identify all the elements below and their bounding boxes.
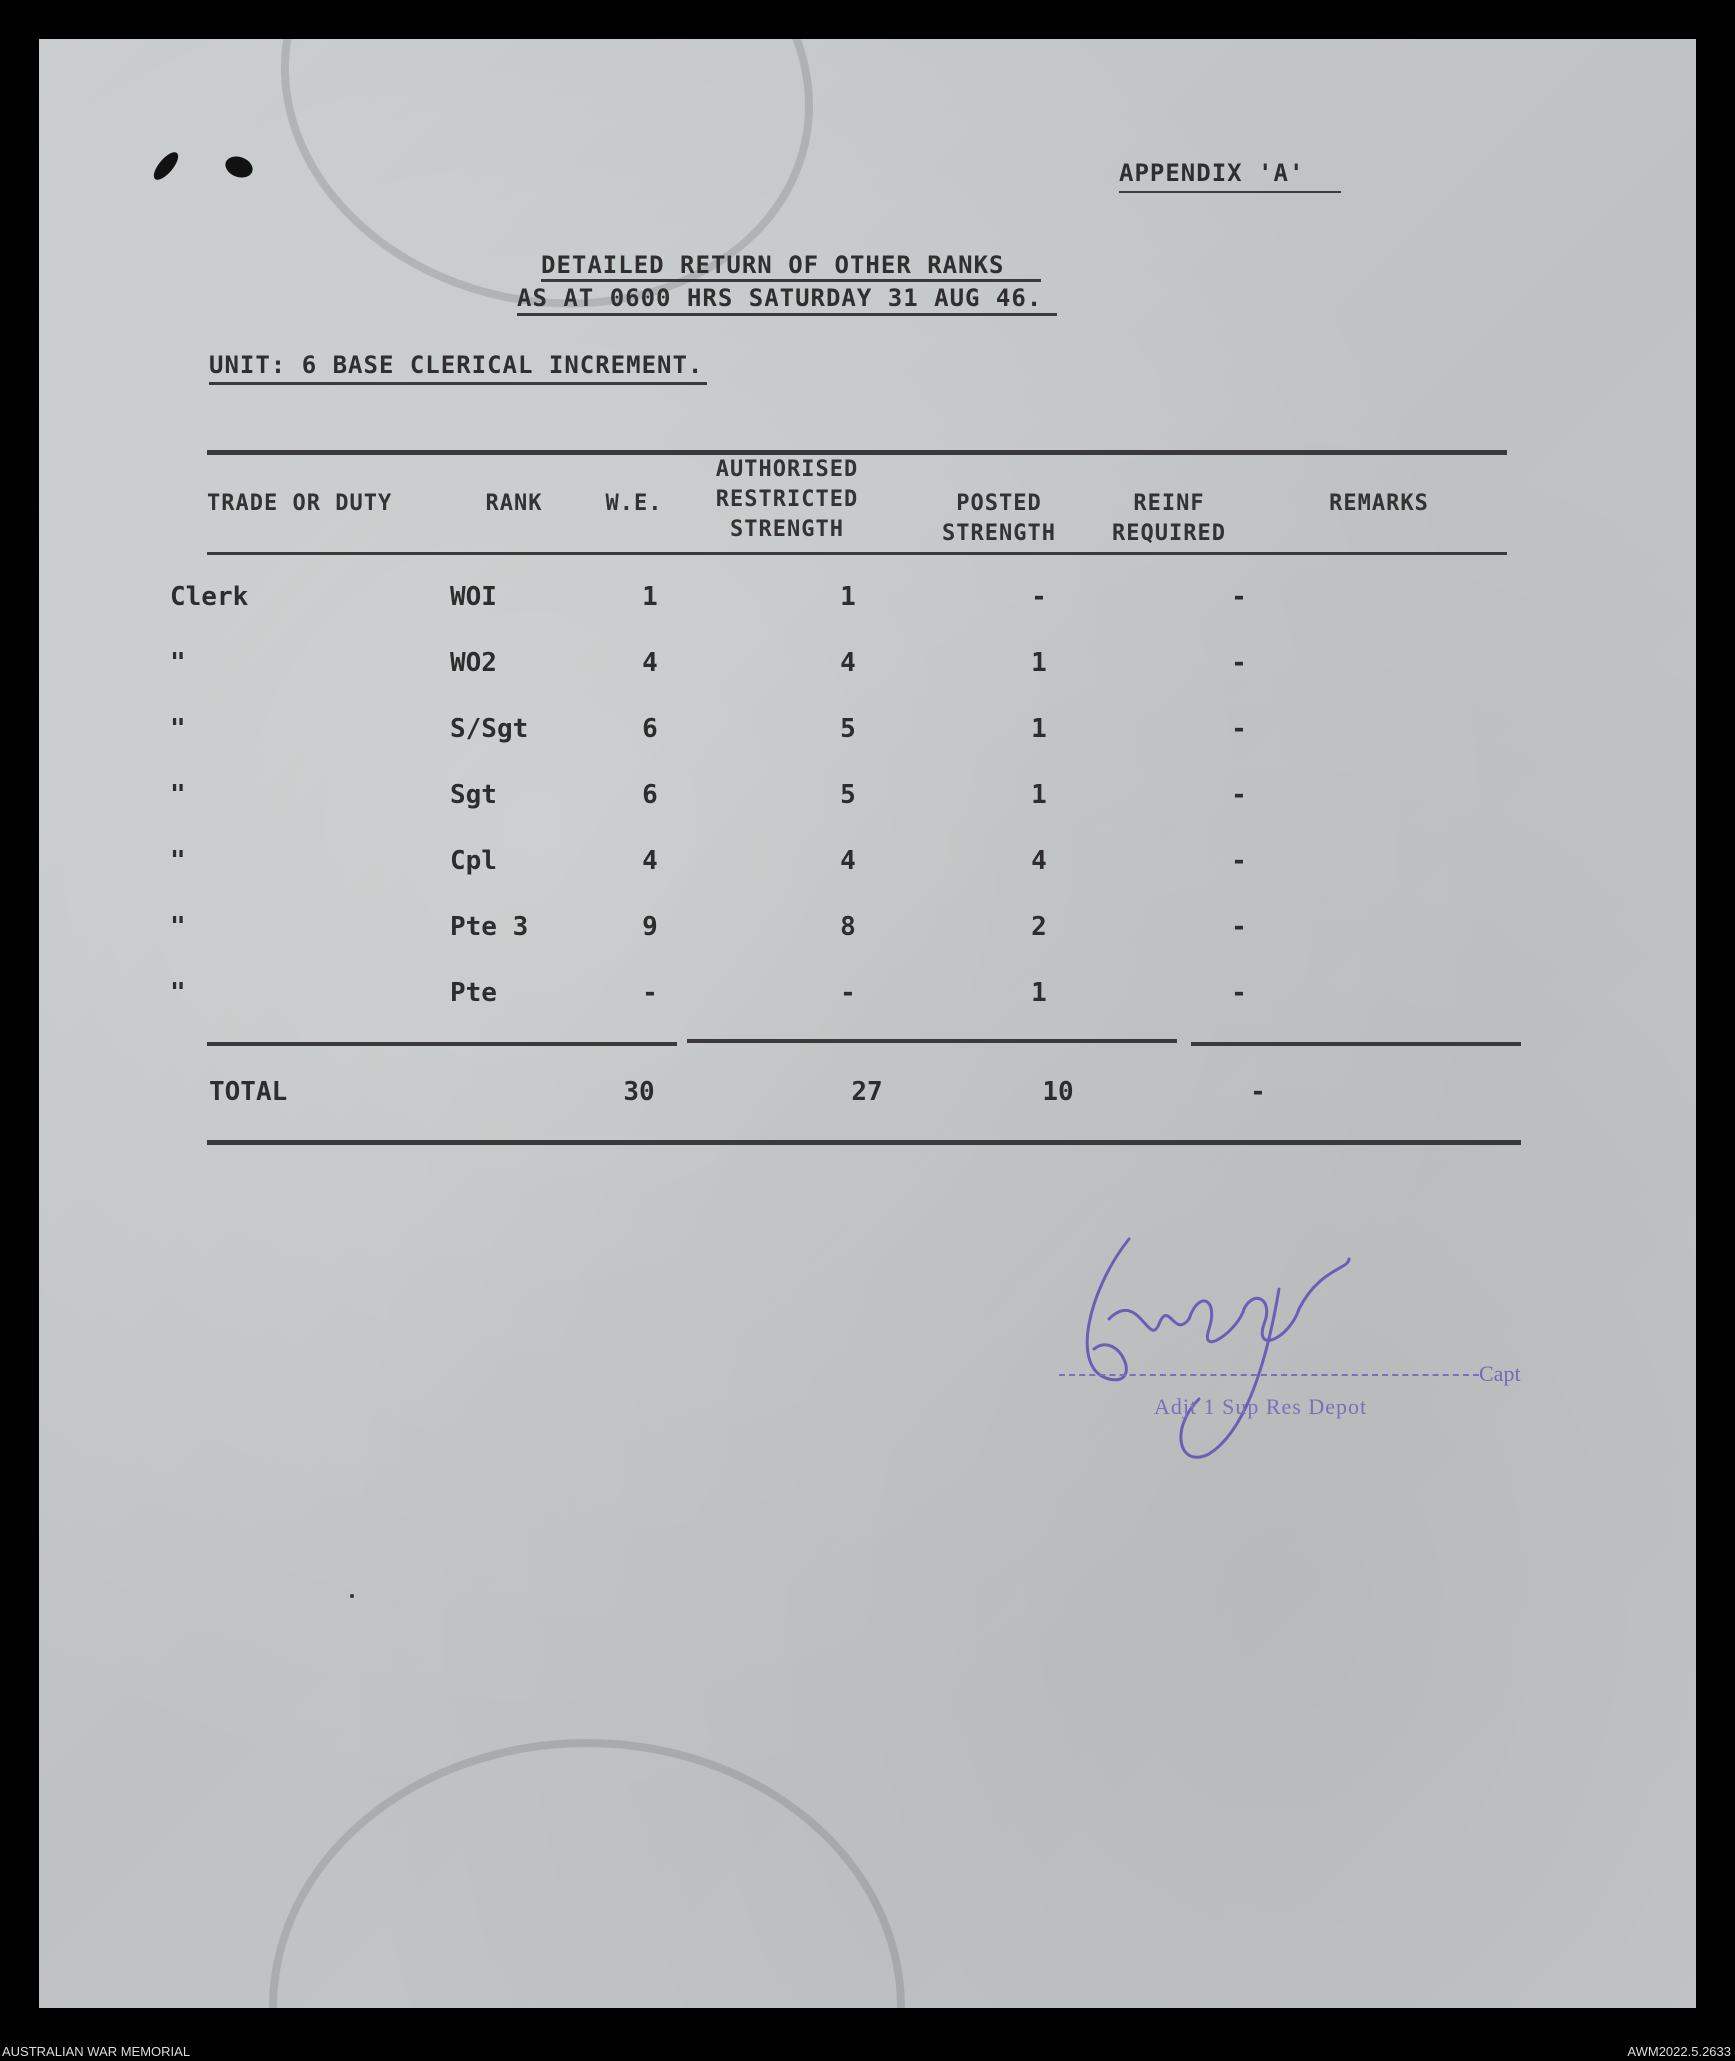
cell-rank: Pte 3 (450, 912, 529, 942)
title-underline-2 (517, 313, 1057, 316)
header-bottom-rule (207, 552, 1507, 555)
cell-reinf: - (1231, 846, 1247, 876)
punch-hole (222, 153, 255, 181)
cell-authorised: - (840, 978, 856, 1008)
table-bottom-rule (207, 1140, 1521, 1145)
total-we: 30 (623, 1077, 655, 1107)
cell-trade: " (170, 912, 186, 942)
header-authorised-1: AUTHORISED (715, 457, 859, 482)
cell-trade: " (170, 780, 186, 810)
appendix-underline (1119, 191, 1341, 193)
header-posted-2: STRENGTH (942, 521, 1056, 546)
cell-we: 1 (642, 582, 658, 612)
total-rule-left (207, 1042, 677, 1046)
cell-trade: " (170, 714, 186, 744)
cell-rank: Sgt (450, 780, 497, 810)
cell-we: 4 (642, 846, 658, 876)
total-rule-right (1191, 1042, 1521, 1046)
cell-trade: " (170, 846, 186, 876)
cell-we: 6 (642, 714, 658, 744)
cell-trade: " (170, 978, 186, 1008)
cell-authorised: 1 (840, 582, 856, 612)
header-reinf-1: REINF (1133, 491, 1205, 516)
cell-rank: WO2 (450, 648, 497, 678)
cell-rank: Pte (450, 978, 497, 1008)
signature-line (1059, 1374, 1479, 1376)
header-reinf-2: REQUIRED (1112, 521, 1226, 546)
handwritten-signature (1049, 1229, 1389, 1469)
header-trade: TRADE OR DUTY (207, 491, 393, 516)
cell-rank: WOI (450, 582, 497, 612)
cell-posted: - (1031, 582, 1047, 612)
header-posted-1: POSTED (956, 491, 1042, 516)
cell-reinf: - (1231, 582, 1247, 612)
title-line-1: DETAILED RETURN OF OTHER RANKS (541, 251, 1005, 279)
cell-authorised: 5 (840, 780, 856, 810)
total-reinf: - (1250, 1077, 1266, 1107)
cell-reinf: - (1231, 714, 1247, 744)
cell-we: - (642, 978, 658, 1008)
cell-we: 9 (642, 912, 658, 942)
cell-we: 6 (642, 780, 658, 810)
header-we: W.E. (605, 491, 663, 516)
total-label: TOTAL (209, 1077, 288, 1107)
cell-authorised: 5 (840, 714, 856, 744)
adjt-stamp-line: Adjt 1 Sup Res Depot (1154, 1394, 1368, 1419)
cell-rank: S/Sgt (450, 714, 529, 744)
header-authorised-2: RESTRICTED (715, 487, 859, 512)
unit-underline (209, 382, 707, 385)
header-remarks: REMARKS (1329, 491, 1429, 516)
cell-posted: 2 (1031, 912, 1047, 942)
cell-reinf: - (1231, 912, 1247, 942)
capt-label: Capt (1479, 1361, 1521, 1386)
cell-posted: 1 (1031, 780, 1047, 810)
total-rule-middle (687, 1039, 1177, 1043)
cell-posted: 1 (1031, 648, 1047, 678)
header-rank: RANK (485, 491, 543, 516)
title-underline-1 (541, 279, 1041, 282)
total-posted: 10 (1042, 1077, 1074, 1107)
cell-posted: 4 (1031, 846, 1047, 876)
cell-reinf: - (1231, 648, 1247, 678)
cell-rank: Cpl (450, 846, 497, 876)
cell-posted: 1 (1031, 714, 1047, 744)
footer-left: AUSTRALIAN WAR MEMORIAL (2, 2044, 191, 2059)
cell-reinf: - (1231, 780, 1247, 810)
document-page (39, 39, 1696, 2008)
title-line-2: AS AT 0600 HRS SATURDAY 31 AUG 46. (517, 284, 1043, 312)
punch-hole (150, 148, 183, 183)
cell-we: 4 (642, 648, 658, 678)
cell-authorised: 4 (840, 648, 856, 678)
cell-authorised: 4 (840, 846, 856, 876)
unit-line: UNIT: 6 BASE CLERICAL INCREMENT. (209, 351, 704, 379)
footer-right: AWM2022.5.2633 (1627, 2044, 1731, 2059)
faint-stamp-bottom (269, 1739, 905, 2008)
cell-posted: 1 (1031, 978, 1047, 1008)
cell-reinf: - (1231, 978, 1247, 1008)
header-authorised-3: STRENGTH (730, 517, 844, 542)
cell-authorised: 8 (840, 912, 856, 942)
cell-trade: Clerk (170, 582, 249, 612)
cell-trade: " (170, 648, 186, 678)
appendix-label: APPENDIX 'A' (1119, 159, 1305, 187)
ink-dot (350, 1594, 354, 1598)
total-authorised: 27 (851, 1077, 883, 1107)
